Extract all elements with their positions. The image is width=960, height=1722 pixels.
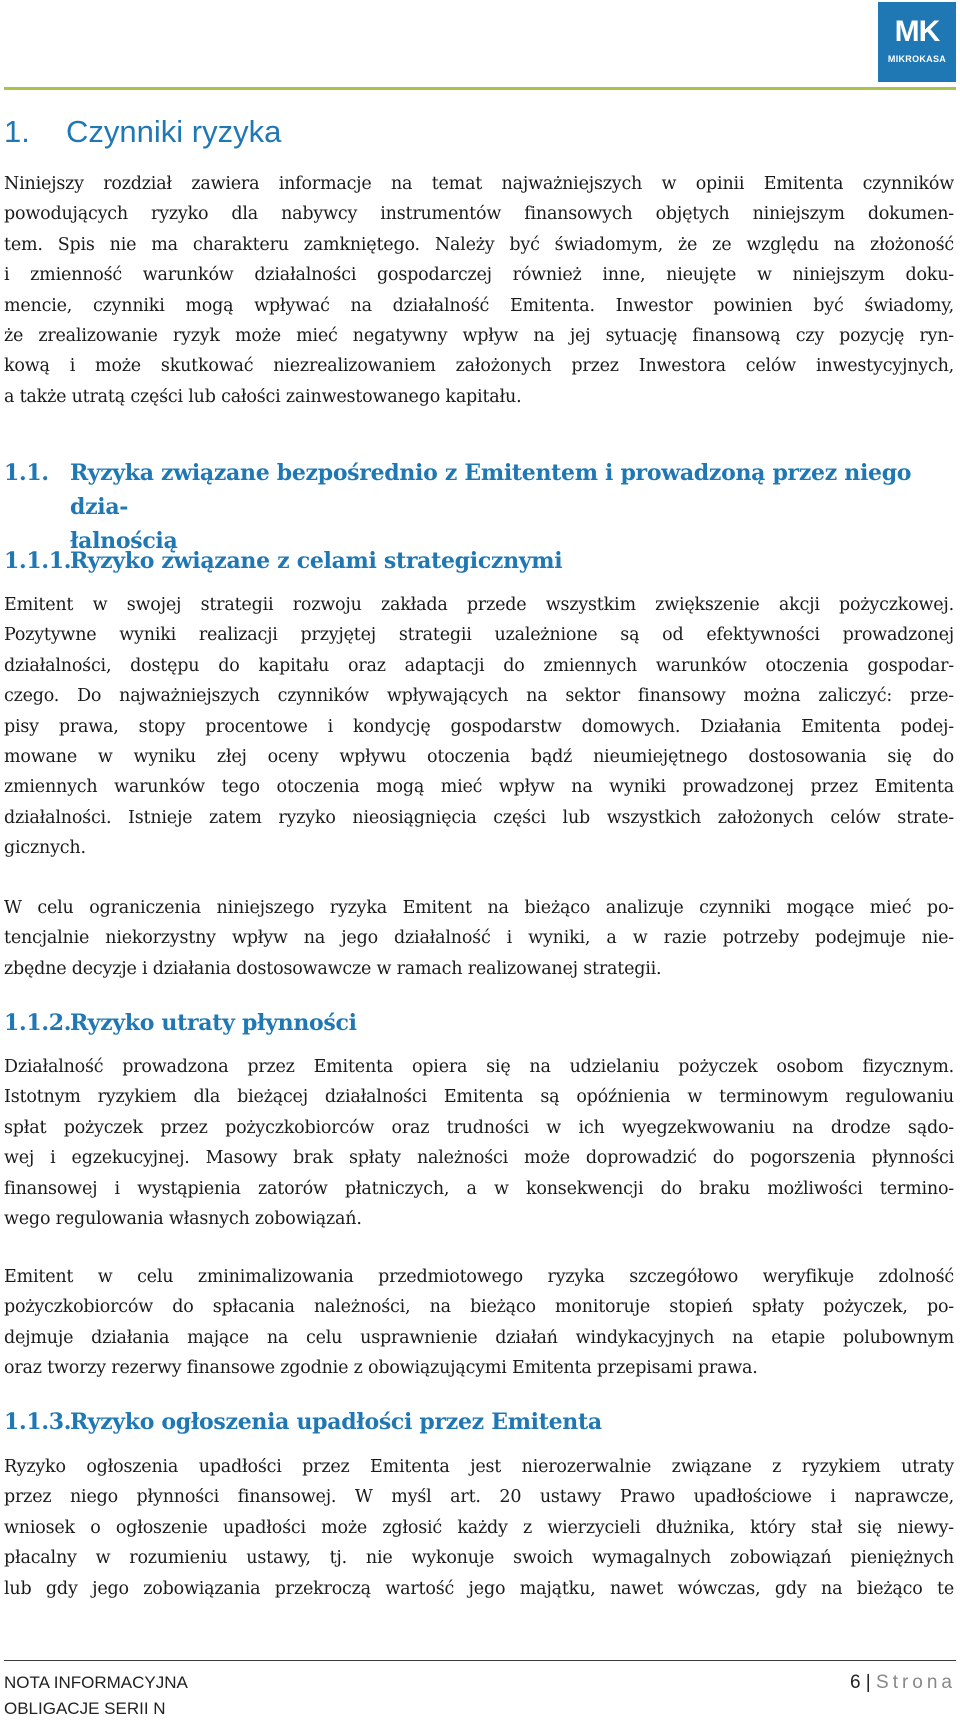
paragraph-line: tencjalnie niekorzystny wpływ na jego działalność i wyniki, a w razie potrzeby podejmuje nie- — [4, 928, 954, 949]
paragraph-line: Emitent w celu zminimalizowania przedmiotowego ryzyka szczegółowo weryfikuje zdolność — [4, 1267, 954, 1287]
strategic-risk-mitigation-paragraph — [4, 893, 954, 984]
logo-mark: MK — [894, 15, 940, 48]
paragraph-line: Ryzyko ogłoszenia upadłości przez Emitenta jest nierozerwalnie związane z ryzykiem utraty — [4, 1457, 954, 1477]
subsection-heading-1-1 — [4, 456, 954, 558]
footer-page-indicator — [850, 1670, 956, 1696]
paragraph-line: W celu ograniczenia niniejszego ryzyka Emitent na bieżąco analizuje czynniki mogące mieć po- — [4, 898, 954, 918]
company-logo — [878, 2, 956, 82]
paragraph-line: oraz tworzy rezerwy finansowe zgodnie z obowiązującymi Emitenta przepisami prawa. — [4, 1358, 758, 1379]
paragraph-line: Działalność prowadzona przez Emitenta opiera się na udzielaniu pożyczek osobom fizycznym. — [4, 1057, 954, 1077]
paragraph-line: spłat pożyczek przez pożyczkobiorców oraz trudności w ich wyegzekwowaniu na drodze sądo- — [4, 1117, 954, 1138]
subsection-heading-1-1-3 — [4, 1405, 954, 1439]
paragraph-line: dejmuje działania mające na celu usprawnienie działań windykacyjnych na etapie polubownym — [4, 1327, 954, 1348]
logo-text: MIKROKASA — [887, 54, 947, 64]
paragraph-line: zbędne decyzje i działania dostosowawcze w ramach realizowanej strategii. — [4, 958, 662, 979]
paragraph-line: i zmienność warunków działalności gospodarczej również inne, nieujęte w niniejszym doku- — [4, 265, 954, 286]
paragraph-line: wniosek o ogłoszenie upadłości może zgłosić każdy z wierzycieli dłużnika, który stał się niewy- — [4, 1517, 954, 1538]
intro-paragraph — [4, 169, 954, 412]
paragraph-line: czego. Do najważniejszych czynników wpływających na sektor finansowy można zaliczyć: prze- — [4, 686, 954, 707]
page-label: Strona — [876, 1672, 956, 1693]
footer-doc-subtitle: OBLIGACJE SERII N — [4, 1699, 166, 1718]
paragraph-line: wej i egzekucyjnej. Masowy brak spłaty należności może doprowadzić do pogorszenia płynności — [4, 1148, 954, 1169]
bankruptcy-risk-paragraph — [4, 1452, 954, 1604]
paragraph-line: kową i może skutkować niezrealizowaniem założonych przez Inwestora celów inwestycyjnych, — [4, 356, 954, 377]
liquidity-risk-paragraph — [4, 1052, 954, 1234]
subsection-number: 1.1.2. — [4, 1010, 72, 1036]
footer-divider — [4, 1660, 956, 1661]
paragraph-line: wego regulowania własnych zobowiązań. — [4, 1208, 362, 1229]
paragraph-line: pożyczkobiorców do spłacania należności, na bieżąco monitoruje stopień spłaty pożyczek, po- — [4, 1297, 954, 1318]
section-heading — [4, 114, 281, 150]
footer-doc-title: NOTA INFORMACYJNA — [4, 1673, 188, 1692]
paragraph-line: zmiennych warunków tego otoczenia mogą mieć wpływ na wyniki prowadzonej przez Emitenta — [4, 777, 954, 798]
subsection-title: Ryzyko utraty płynności — [70, 1010, 357, 1036]
header-divider — [4, 87, 956, 90]
paragraph-line: powodujących ryzyko dla nabywcy instrumentów finansowych objętych niniejszym dokumen- — [4, 204, 954, 225]
subsection-title: Ryzyko ogłoszenia upadłości przez Emitenta — [70, 1409, 602, 1435]
paragraph-line: działalności, dostępu do kapitału oraz adaptacji do zmiennych warunków otoczenia gospodar- — [4, 655, 954, 676]
paragraph-line: działalności. Istnieje zatem ryzyko nieosiągnięcia części lub wszystkich założonych celów strate- — [4, 807, 954, 828]
paragraph-line: że zrealizowanie ryzyk może mieć negatywny wpływ na jej sytuację finansową czy pozycję ryn- — [4, 325, 954, 346]
footer-document-info — [4, 1670, 188, 1722]
subsection-number: 1.1. — [4, 460, 49, 486]
paragraph-line: Emitent w swojej strategii rozwoju zakłada przede wszystkim zwiększenie akcji pożyczkowej. — [4, 595, 954, 615]
paragraph-line: lub gdy jego zobowiązania przekroczą wartość jego majątku, nawet wówczas, gdy na bieżąco te — [4, 1578, 954, 1599]
paragraph-line: mowane w wyniku złej oceny wpływu otoczenia bądź nieumiejętnego dostosowania się do — [4, 746, 954, 767]
subsection-title-line: łalnością — [70, 528, 178, 554]
subsection-title-line: Ryzyka związane bezpośrednio z Emitentem i prowadzoną przez niego dzia- — [70, 460, 912, 520]
subsection-title: Ryzyko związane z celami strategicznymi — [70, 548, 563, 574]
section-title: Czynniki ryzyka — [66, 114, 282, 149]
paragraph-line: tem. Spis nie ma charakteru zamkniętego. Należy być świadomym, że ze względu na złożoność — [4, 234, 954, 255]
subsection-heading-1-1-1 — [4, 544, 954, 578]
paragraph-line: finansowej i wystąpienia zatorów płatniczych, a w konsekwencji do braku możliwości termino- — [4, 1178, 954, 1199]
subsection-number: 1.1.1. — [4, 548, 72, 574]
subsection-heading-1-1-2 — [4, 1006, 954, 1040]
liquidity-risk-mitigation-paragraph — [4, 1262, 954, 1384]
paragraph-line: przez niego płynności finansowej. W myśl art. 20 ustawy Prawo upadłościowe i naprawcze, — [4, 1487, 954, 1508]
page-number: 6 — [849, 1672, 861, 1693]
paragraph-line: mencie, czynniki mogą wpływać na działalność Emitenta. Inwestor powinien być świadomy, — [4, 295, 954, 316]
paragraph-line: płacalny w rozumieniu ustawy, tj. nie wykonuje swoich wymagalnych zobowiązań pieniężnych — [4, 1548, 954, 1569]
section-number: 1. — [4, 114, 30, 149]
paragraph-line: Istotnym ryzykiem dla bieżącej działalności Emitenta są opóźnienia w terminowym regulowaniu — [4, 1087, 954, 1108]
paragraph-line: Pozytywne wyniki realizacji przyjętej strategii uzależnione są od efektywności prowadzonej — [4, 625, 954, 646]
paragraph-line: Niniejszy rozdział zawiera informacje na temat najważniejszych w opinii Emitenta czynników — [4, 174, 954, 194]
page-separator: | — [865, 1672, 871, 1693]
strategic-risk-paragraph — [4, 590, 954, 864]
paragraph-line: a także utratą części lub całości zainwestowanego kapitału. — [4, 386, 522, 407]
paragraph-line: pisy prawa, stopy procentowe i kondycję gospodarstw domowych. Działania Emitenta podej- — [4, 716, 954, 737]
subsection-number: 1.1.3. — [4, 1409, 72, 1435]
paragraph-line: gicznych. — [4, 838, 86, 859]
